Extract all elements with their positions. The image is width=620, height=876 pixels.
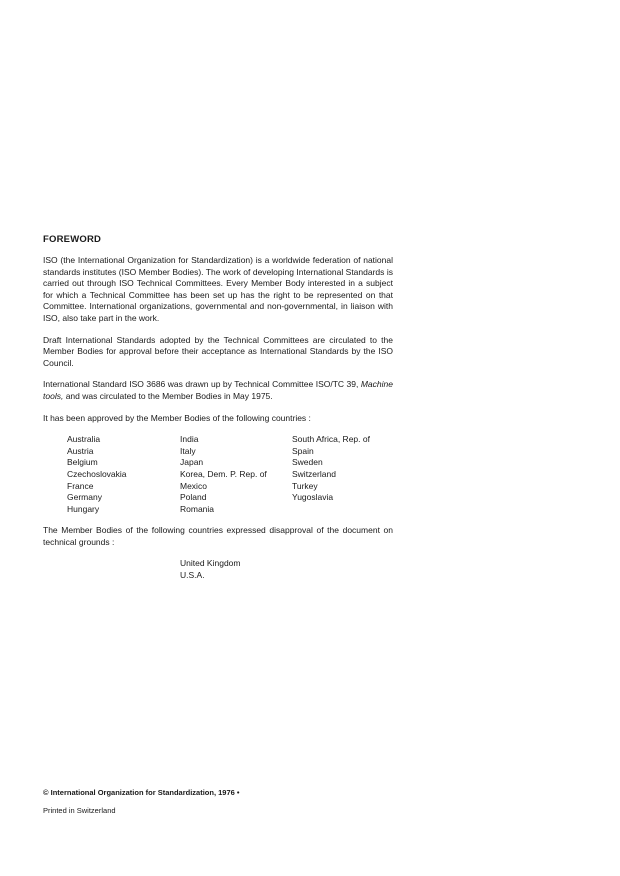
country-item: Switzerland: [292, 468, 336, 479]
country-item: Germany: [67, 492, 102, 503]
committee-name: Machine tools,: [43, 379, 393, 401]
approved-countries-list: [67, 434, 393, 515]
paragraph-disapproval: The Member Bodies of the following countries expressed disapproval of the document on technical grounds :: [43, 525, 393, 547]
paragraph-standard-origin-part2: and was circulated to the Member Bodies in May 1975.: [65, 390, 273, 401]
country-item: South Africa, Rep. of: [292, 434, 370, 445]
page-footer: [43, 788, 240, 815]
country-item: Belgium: [67, 457, 98, 468]
country-item: France: [67, 480, 94, 491]
disapproval-countries-list: [180, 558, 393, 581]
country-item: Italy: [180, 445, 196, 456]
approved-countries-column-1: [67, 434, 180, 515]
paragraph-iso-intro: ISO (the International Organization for Standardization) is a worldwide federation of national standards institutes (ISO Member Bodies). The work of developing International Standards is carried out through ISO Technical Committees. Every Member Body interested in a subject for which a Technical Committee has been set up has the right to be represented on that Committee. International organizations, governmental and non-governmental, in liaison with ISO, also take part in the work.: [43, 255, 393, 323]
foreword-heading: FOREWORD: [43, 234, 102, 245]
country-item: Romania: [180, 503, 215, 514]
country-item: United Kingdom: [180, 558, 241, 569]
country-item: Czechoslovakia: [67, 468, 127, 479]
country-item: Spain: [292, 445, 314, 456]
approved-countries-column-2: [180, 434, 292, 515]
paragraph-standard-origin: [43, 379, 393, 402]
country-item: Sweden: [292, 457, 323, 468]
paragraph-draft-standards: Draft International Standards adopted by the Technical Committees are circulated to the Member Bodies for approval before their acceptance as International Standards by the ISO Council.: [43, 334, 393, 368]
country-item: Korea, Dem. P. Rep. of: [180, 468, 267, 479]
country-item: Hungary: [67, 503, 100, 514]
country-item: Turkey: [292, 480, 318, 491]
paragraph-approval: It has been approved by the Member Bodies of the following countries :: [43, 412, 311, 423]
approved-countries-column-3: [292, 434, 402, 515]
foreword-section: [43, 234, 393, 582]
paragraph-standard-origin-part1: International Standard ISO 3686 was drawn up by Technical Committee ISO/TC 39,: [43, 379, 359, 390]
country-item: Yugoslavia: [292, 492, 334, 503]
country-item: U.S.A.: [180, 570, 205, 581]
country-item: Japan: [180, 457, 204, 468]
country-item: India: [180, 434, 199, 445]
printed-in-notice: Printed in Switzerland: [43, 806, 116, 815]
copyright-notice: © International Organization for Standardization, 1976 •: [43, 788, 240, 797]
country-item: Poland: [180, 492, 207, 503]
country-item: Austria: [67, 445, 94, 456]
country-item: Australia: [67, 434, 101, 445]
country-item: Mexico: [180, 480, 207, 491]
